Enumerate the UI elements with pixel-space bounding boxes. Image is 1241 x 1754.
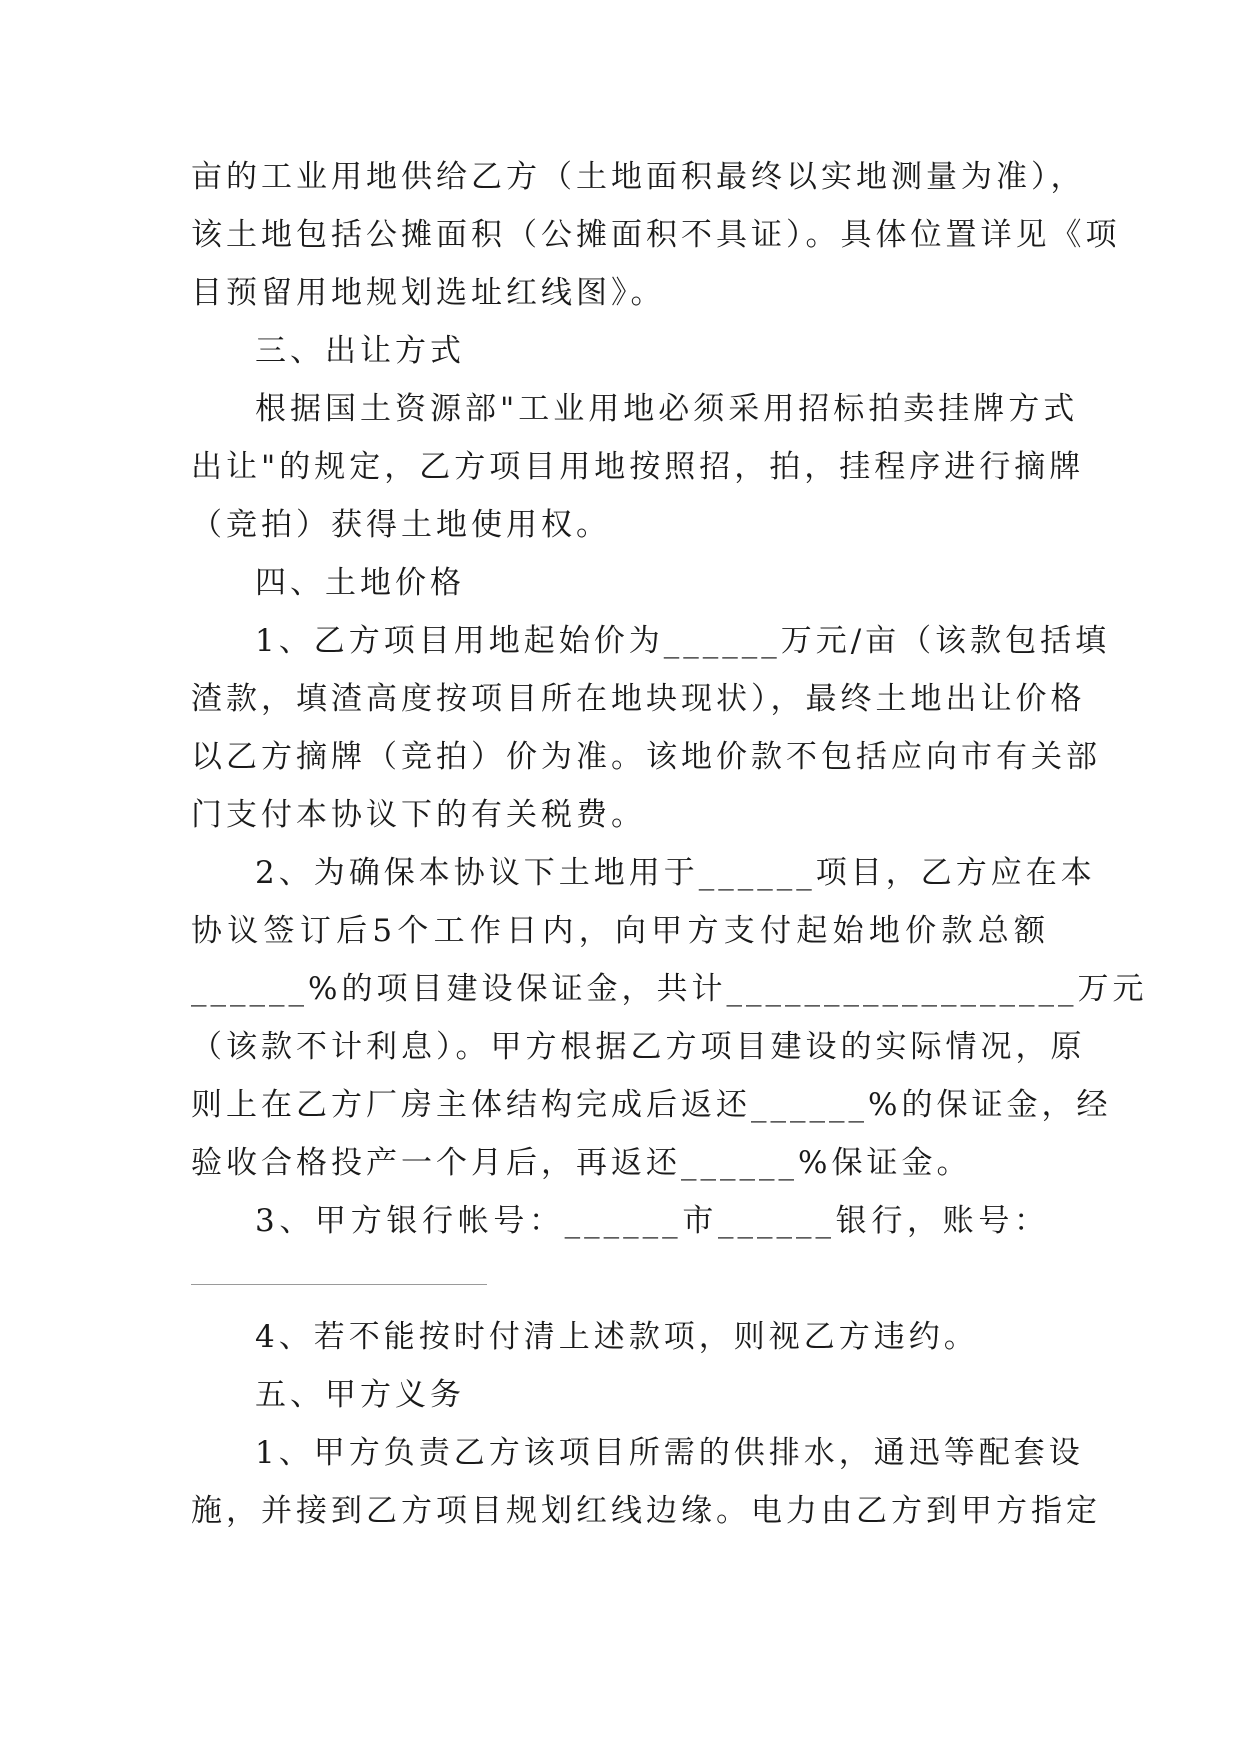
paragraph-line: 则上在乙方厂房主体结构完成后返还______%的保证金，经 xyxy=(191,1087,1112,1123)
paragraph-line: （竞拍）获得土地使用权。 xyxy=(191,507,611,543)
paragraph-line: 根据国土资源部"工业用地必须采用招标拍卖挂牌方式 xyxy=(255,391,1079,427)
account-blank-line xyxy=(191,1250,1049,1308)
paragraph-line: ______%的项目建设保证金，共计__________________万元 xyxy=(191,971,1148,1007)
section-heading-4: 四、土地价格 xyxy=(255,565,465,601)
paragraph-line: 验收合格投产一个月后，再返还______%保证金。 xyxy=(191,1145,972,1181)
paragraph-line: 1、乙方项目用地起始价为______万元/亩（该款包括填 xyxy=(255,623,1111,659)
paragraph-line: 该土地包括公摊面积（公摊面积不具证）。具体位置详见《项 xyxy=(191,217,1121,253)
paragraph-line: 2、为确保本协议下土地用于______项目，乙方应在本 xyxy=(255,855,1096,891)
document-body xyxy=(191,148,1148,1540)
paragraph-line: 1、甲方负责乙方该项目所需的供排水，通迅等配套设 xyxy=(255,1435,1084,1471)
paragraph-line: 亩的工业用地供给乙方（土地面积最终以实地测量为准）， xyxy=(191,159,1086,195)
paragraph-line: 以乙方摘牌（竞拍）价为准。该地价款不包括应向市有关部 xyxy=(191,739,1101,775)
paragraph-line: 4、若不能按时付清上述款项，则视乙方违约。 xyxy=(255,1319,979,1355)
paragraph-line: （该款不计利息）。甲方根据乙方项目建设的实际情况，原 xyxy=(191,1029,1086,1065)
paragraph-line: 出让"的规定，乙方项目用地按照招，拍，挂程序进行摘牌 xyxy=(191,449,1085,485)
section-heading-3: 三、出让方式 xyxy=(255,333,465,369)
account-underline xyxy=(191,1284,487,1285)
paragraph-line: 协议签订后5个工作日内，向甲方支付起始地价款总额 xyxy=(191,913,1049,949)
bank-account-line: 3、甲方银行帐号：______市______银行，账号： xyxy=(255,1203,1049,1239)
paragraph-line: 渣款，填渣高度按项目所在地块现状），最终土地出让价格 xyxy=(191,681,1086,717)
paragraph-line: 目预留用地规划选址红线图》。 xyxy=(191,275,666,311)
section-heading-5: 五、甲方义务 xyxy=(255,1377,465,1413)
paragraph-line: 门支付本协议下的有关税费。 xyxy=(191,797,646,833)
paragraph-line: 施，并接到乙方项目规划红线边缘。电力由乙方到甲方指定 xyxy=(191,1493,1101,1529)
